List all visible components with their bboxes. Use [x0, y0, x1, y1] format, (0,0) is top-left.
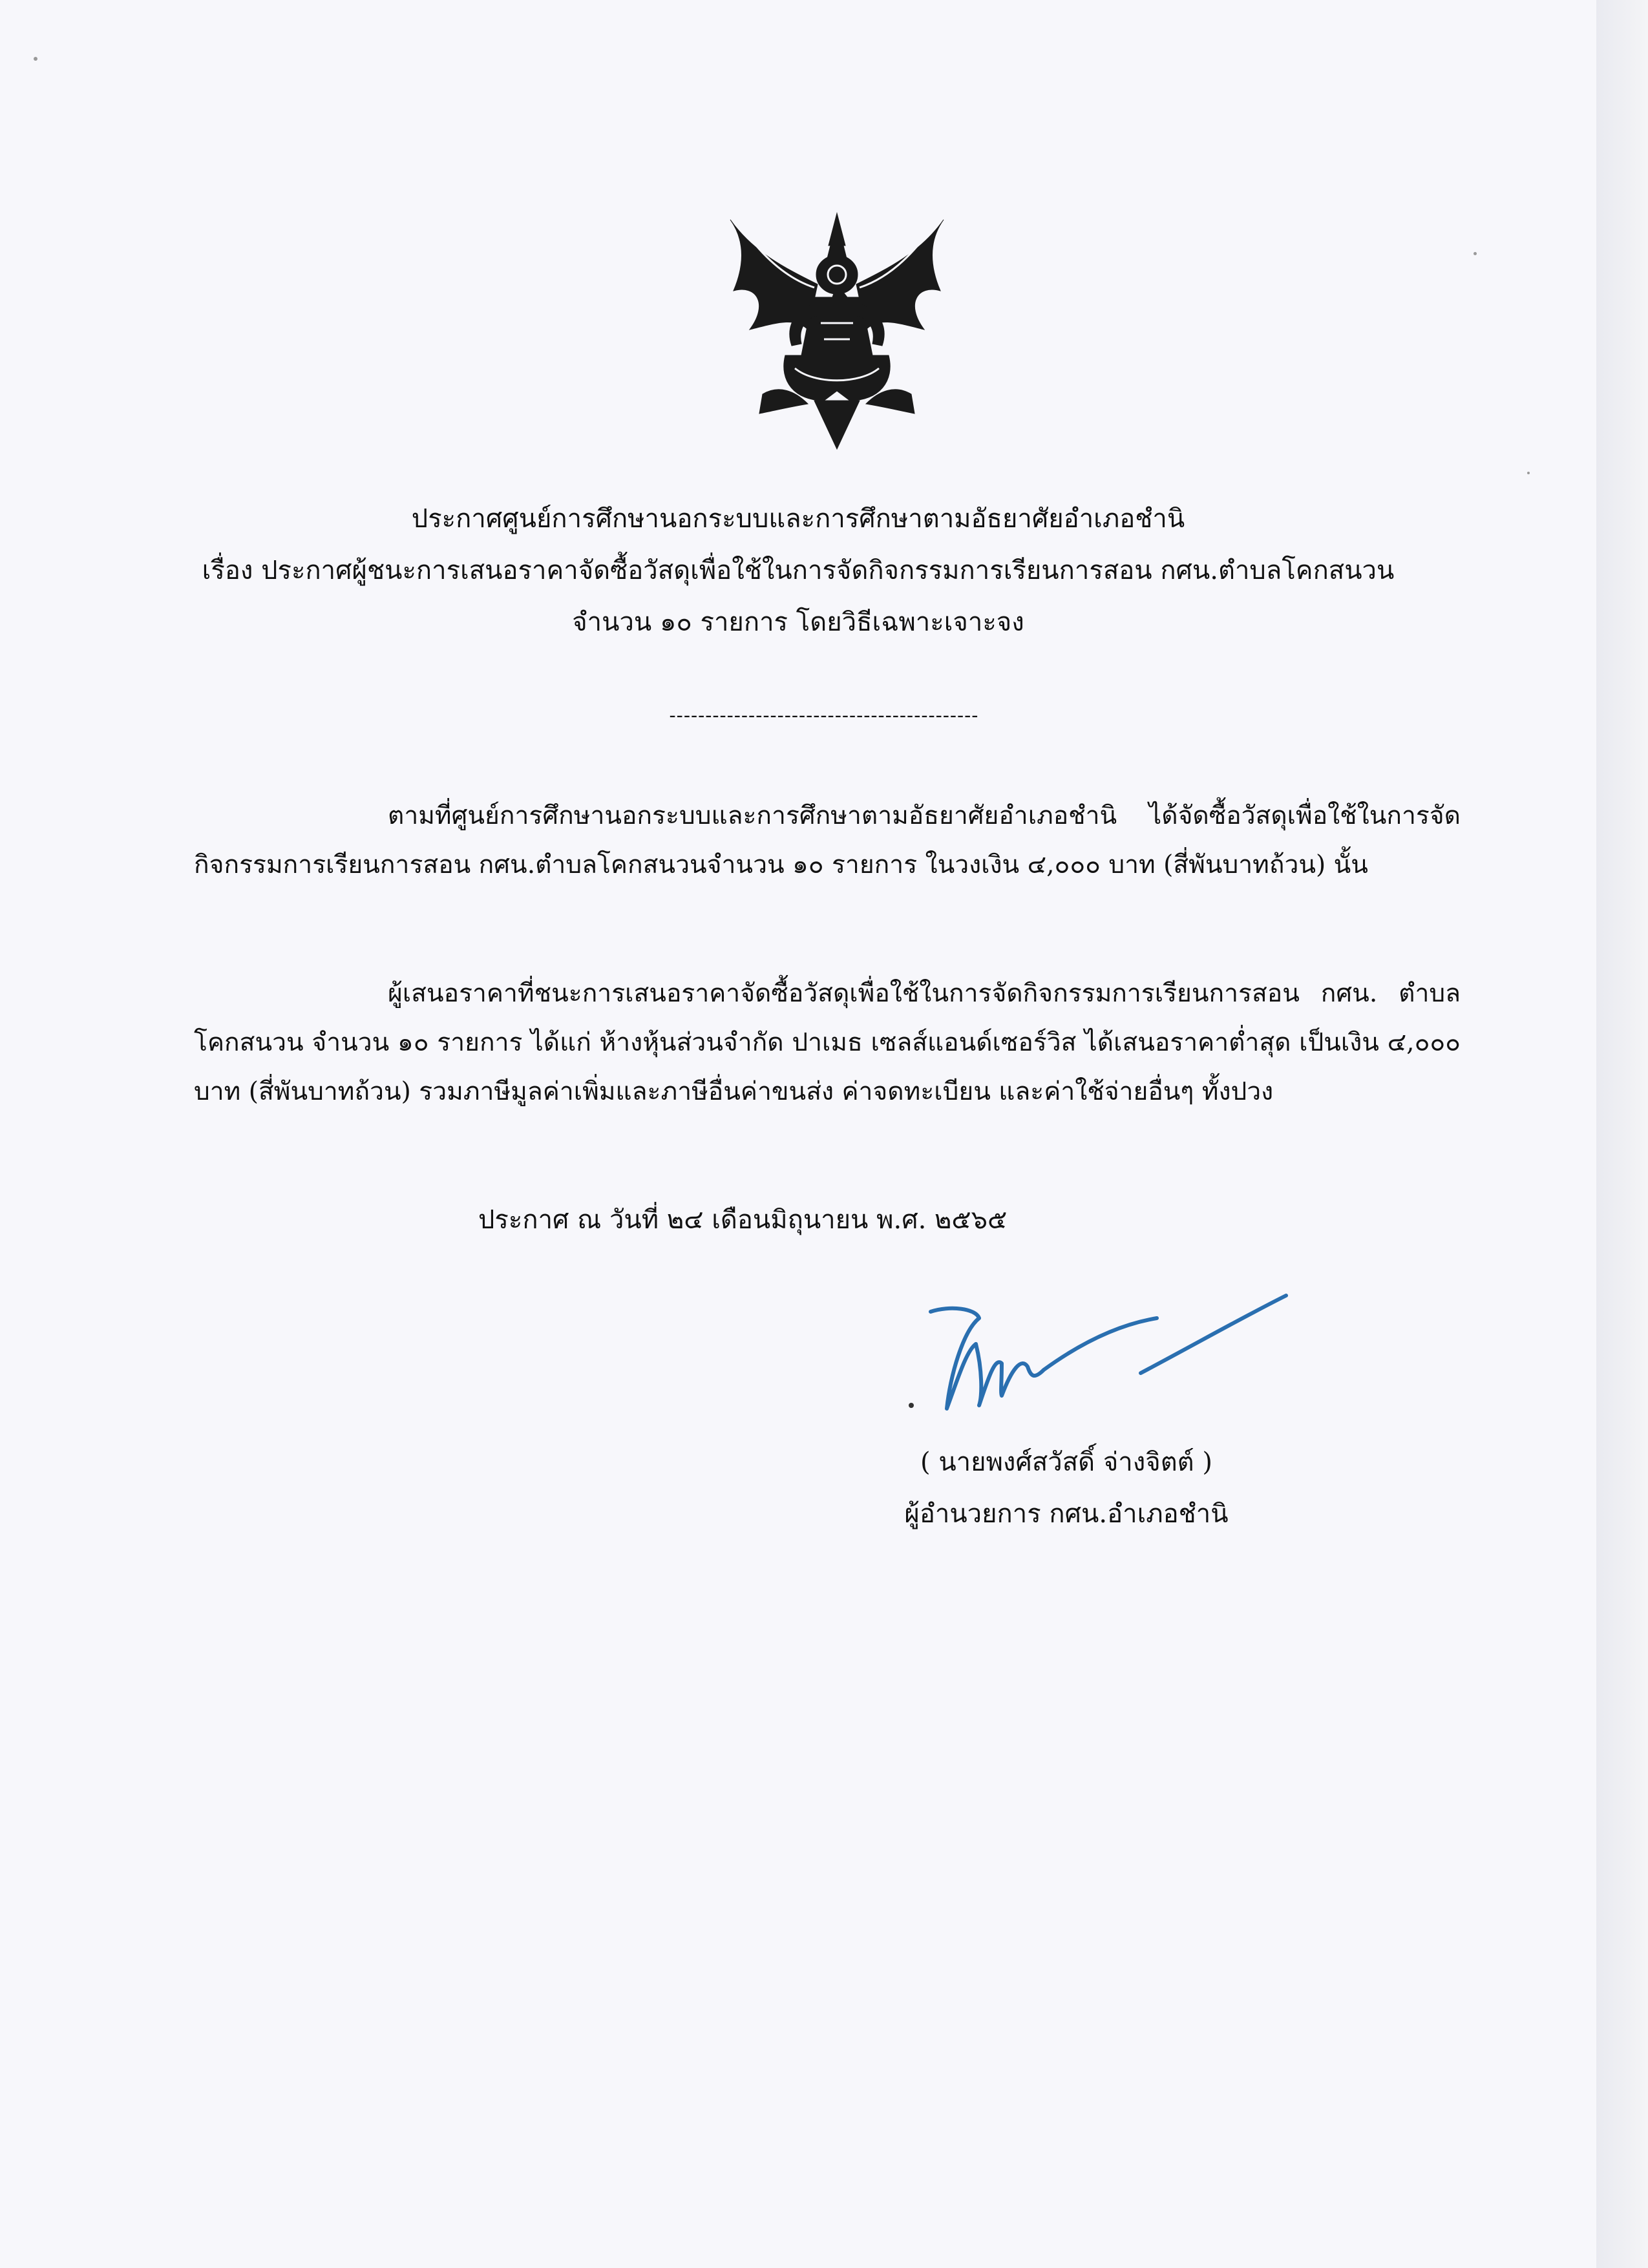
- announcement-method: จำนวน ๑๐ รายการ โดยวิธีเฉพาะเจาะจง: [572, 607, 1024, 637]
- handwritten-signature: [905, 1279, 1305, 1428]
- header-divider: -------------------------------------------: [669, 704, 979, 727]
- scan-speck: [1474, 252, 1477, 255]
- body-paragraph-2: ผู้เสนอราคาที่ชนะการเสนอราคาจัดซื้อวัสดุเพื่อใช้ในการจัดกิจกรรมการเรียนการสอน กศน. ตำบลโคกสนวน จำนวน ๑๐ รายการ ได้แก่ ห้างหุ้นส่วนจำกัด ปาเมธ เซลส์แอนด์เซอร์วิส ได้เสนอราคาต่ำสุด เป็นเงิน ๔,๐๐๐ บาท (สี่พันบาทถ้วน) รวมภาษีมูลค่าเพิ่มและภาษีอื่นค่าขนส่ง ค่าจดทะเบียน และค่าใช้จ่ายอื่นๆ ทั้งปวง: [194, 979, 1461, 1106]
- scan-edge: [1596, 0, 1648, 2268]
- garuda-emblem: [717, 207, 956, 459]
- scan-speck: [1527, 472, 1530, 474]
- signer-name: ( นายพงศ์สวัสดิ์ จ่างจิตต์ ): [920, 1447, 1212, 1477]
- scan-speck: [34, 57, 37, 61]
- announcement-subject: เรื่อง ประกาศผู้ชนะการเสนอราคาจัดซื้อวัสดุเพื่อใช้ในการจัดกิจกรรมการเรียนการสอน กศน.ตำบลโคกสนวน: [202, 556, 1395, 585]
- signer-position: ผู้อำนวยการ กศน.อำเภอชำนิ: [904, 1499, 1229, 1529]
- announcement-title: ประกาศศูนย์การศึกษานอกระบบและการศึกษาตามอัธยาศัยอำเภอชำนิ: [411, 504, 1185, 534]
- announcement-date: ประกาศ ณ วันที่ ๒๔ เดือนมิถุนายน พ.ศ. ๒๕๖๕: [478, 1205, 1008, 1235]
- body-paragraph-1: ตามที่ศูนย์การศึกษานอกระบบและการศึกษาตามอัธยาศัยอำเภอชำนิ ได้จัดซื้อวัสดุเพื่อใช้ในการจัดกิจกรรมการเรียนการสอน กศน.ตำบลโคกสนวนจำนวน ๑๐ รายการ ในวงเงิน ๔,๐๐๐ บาท (สี่พันบาทถ้วน) นั้น: [194, 801, 1461, 879]
